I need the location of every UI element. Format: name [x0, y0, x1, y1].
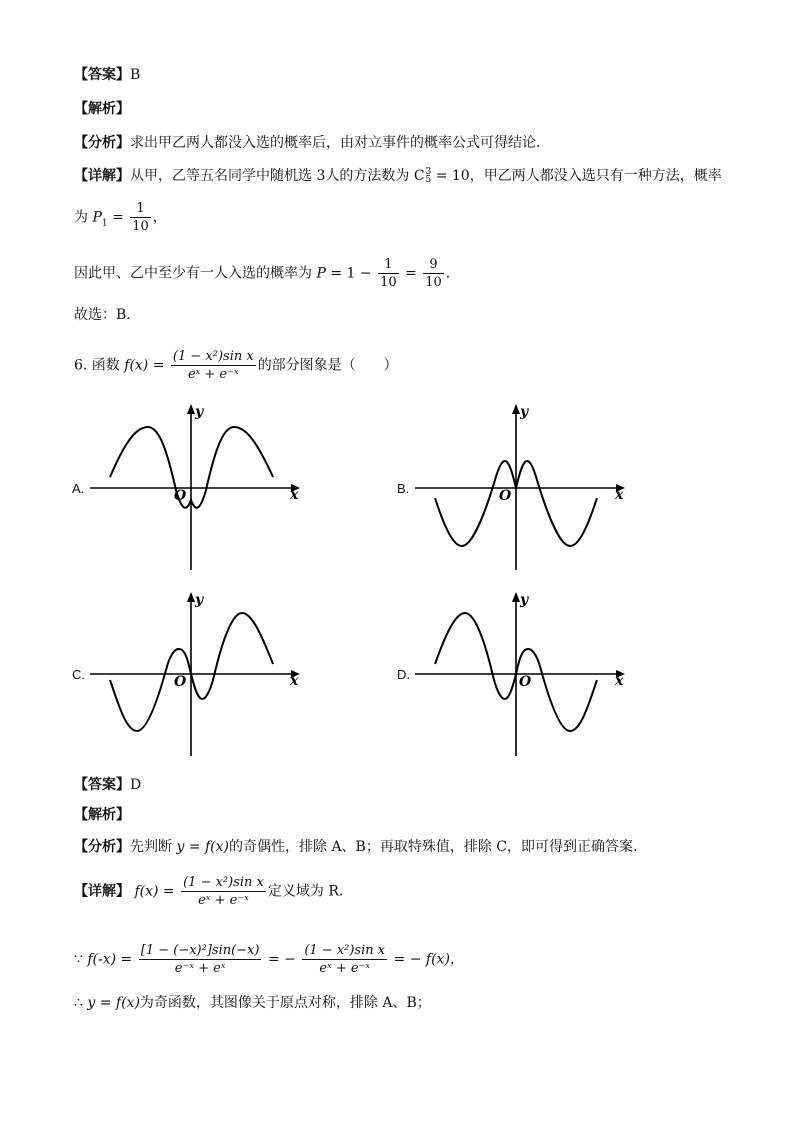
detail-3-tail: ． [445, 265, 460, 282]
option-b-graph[interactable] [415, 400, 635, 575]
option-c-label[interactable]: C. [72, 667, 85, 682]
frac-den: 10 [425, 275, 442, 290]
origin-label: O [174, 674, 187, 690]
frac-num: (1 − x²)sin x [304, 943, 386, 958]
prev-detail-line-1 [74, 167, 722, 185]
comb-letter: C [413, 168, 425, 184]
fenxi-expr: y = f(x) [176, 839, 229, 855]
fenxi-tag: 【分析】 [74, 839, 130, 855]
comb-sub: 5 [425, 175, 432, 185]
frac-den: eˣ + e⁻ˣ [319, 961, 371, 976]
fx: f(x) = [134, 883, 175, 900]
fenxi-text: 求出甲乙两人都没入选的概率后，由对立事件的概率公式可得结论． [130, 135, 550, 151]
detail-tag: 【详解】 [74, 168, 130, 184]
fraction [302, 942, 387, 977]
frac-num: 1 [378, 256, 399, 274]
frac-den: 10 [380, 275, 397, 290]
detail-3-pre: 因此甲、乙中至少有一人入选的概率为 [74, 265, 312, 282]
origin-label: O [519, 674, 532, 690]
detail-text-1: 从甲，乙等五名同学中随机选 3人的方法数为 [130, 168, 410, 184]
prev-answer-line [74, 66, 140, 84]
fenxi-text-1: 先判断 [130, 839, 172, 855]
prev-analysis-line [74, 100, 130, 118]
solution-odd-proof-line [74, 942, 464, 977]
question-number: 6. 函数 [74, 357, 120, 374]
y-arrow [512, 592, 520, 602]
frac-num: 1 [130, 200, 151, 218]
y-arrow [512, 404, 520, 414]
y-arrow [187, 404, 195, 414]
option-a-graph[interactable] [90, 400, 310, 575]
y-axis-label: y [520, 404, 529, 420]
analysis-tag: 【解析】 [74, 807, 130, 823]
frac-den: eˣ + e⁻ˣ [198, 893, 249, 908]
frac-num: (1 − x²)sin x [183, 875, 264, 890]
x-axis-label: x [615, 673, 624, 689]
eq: = [405, 265, 417, 282]
x-axis-label: x [615, 487, 624, 503]
option-c-graph[interactable] [90, 588, 310, 763]
answer-value: B [130, 67, 141, 83]
odd-text: 为奇函数，其图像关于原点对称，排除 A、B； [139, 995, 431, 1011]
prev-detail-line-3 [74, 256, 460, 291]
detail-tail: 定义域为 R. [267, 883, 344, 900]
comb-sup: 3 [425, 167, 432, 177]
frac-den: 10 [132, 219, 149, 234]
therefore-symbol: ∴ [74, 995, 83, 1011]
frac-num: (1 − x²)sin x [172, 349, 254, 364]
origin-label: O [174, 488, 187, 504]
neg-fx: f(-x) = [87, 951, 133, 968]
prev-detail-line-2 [74, 200, 167, 235]
fraction [423, 256, 444, 291]
p-eq: = [112, 209, 124, 226]
fraction [139, 942, 262, 977]
y-arrow [187, 592, 195, 602]
prev-choose-line [74, 306, 140, 324]
solution-odd-conclusion-line [74, 994, 431, 1012]
p-var: P [92, 209, 102, 226]
detail-2-pre: 为 [74, 209, 88, 226]
solution-answer-line [74, 776, 141, 794]
p-sub: 1 [101, 218, 108, 229]
answer-tag: 【答案】 [74, 777, 130, 793]
y-axis-label: y [520, 592, 529, 608]
frac-den: e⁻ˣ + eˣ [174, 961, 226, 976]
fx: f(x) = [124, 357, 165, 374]
question-line [74, 348, 398, 383]
option-a-label[interactable]: A. [72, 481, 85, 496]
eq: = − [267, 951, 296, 968]
x-axis-label: x [290, 487, 299, 503]
solution-fenxi-line [74, 838, 637, 856]
eq: = 1 − [330, 265, 372, 282]
comb-eq: = 10 [435, 168, 470, 184]
answer-tag: 【答案】 [74, 67, 130, 83]
detail-2-tail: ， [152, 209, 167, 226]
prev-fenxi-line [74, 134, 550, 152]
option-d-label[interactable]: D. [397, 667, 410, 682]
neg-tail: = − f(x)， [393, 951, 464, 968]
fenxi-text-2: 的奇偶性，排除 A、B；再取特殊值，排除 C，即可得到正确答案. [229, 839, 638, 855]
fraction [130, 200, 151, 235]
frac-num: [1 − (−x)²]sin(−x) [140, 943, 260, 958]
answer-value: D [130, 777, 142, 793]
x-axis-label: x [290, 673, 299, 689]
odd-expr: y = f(x) [87, 995, 140, 1011]
option-d-graph[interactable] [415, 588, 635, 763]
fraction [378, 256, 399, 291]
frac-num: 9 [423, 256, 444, 274]
detail-tag: 【详解】 [74, 883, 130, 900]
origin-label: O [499, 488, 512, 504]
detail-text-1-tail: ，甲乙两人都没入选只有一种方法，概率 [469, 168, 722, 184]
fraction [171, 348, 256, 383]
question-tail: 的部分图象是（ ） [257, 357, 398, 374]
analysis-tag: 【解析】 [74, 101, 130, 117]
y-axis-label: y [195, 592, 204, 608]
option-b-label[interactable]: B. [397, 481, 410, 496]
solution-analysis-line [74, 806, 130, 824]
choose-text: 故选：B． [74, 307, 141, 323]
y-axis-label: y [195, 404, 204, 420]
combination-expr [414, 168, 431, 184]
because-symbol: ∵ [74, 951, 83, 968]
fenxi-tag: 【分析】 [74, 135, 130, 151]
p-var: P [316, 265, 326, 282]
fraction [181, 874, 266, 909]
frac-den: eˣ + e⁻ˣ [187, 367, 239, 382]
solution-detail-line [74, 874, 343, 909]
